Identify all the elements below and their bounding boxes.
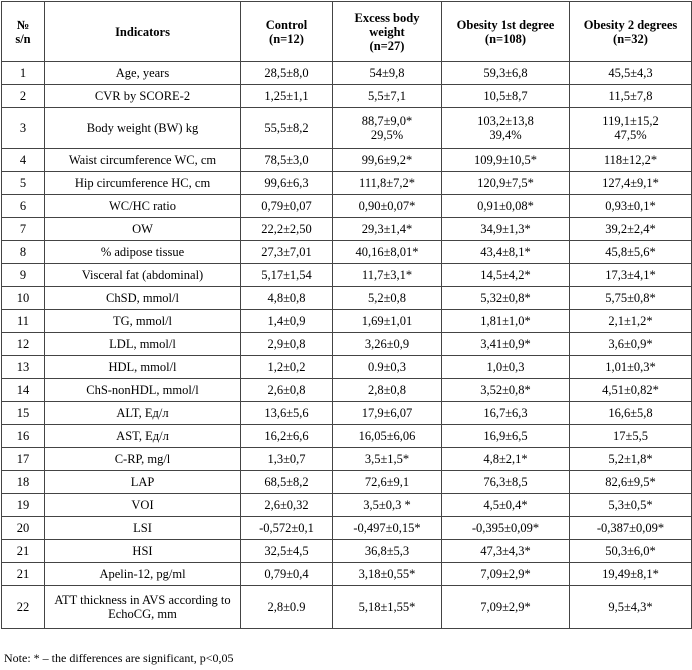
obesity-2-cell: 5,2±1,8*	[570, 448, 692, 471]
table-row	[2, 149, 692, 172]
obesity-1-cell: 1,0±0,3	[442, 356, 570, 379]
table-row	[2, 379, 692, 402]
obesity-1-cell: 4,5±0,4*	[442, 494, 570, 517]
obesity-1-cell: 10,5±8,7	[442, 85, 570, 108]
row-number-cell: 6	[2, 195, 45, 218]
table-row	[2, 540, 692, 563]
excess-weight-cell: 54±9,8	[333, 62, 442, 85]
obesity-2-cell: 45,8±5,6*	[570, 241, 692, 264]
obesity-1-cell: 109,9±10,5*	[442, 149, 570, 172]
obesity-1-cell: 14,5±4,2*	[442, 264, 570, 287]
excess-weight-cell: 88,7±9,0* 29,5%	[333, 108, 442, 149]
table-row	[2, 586, 692, 629]
excess-weight-cell: 0.9±0,3	[333, 356, 442, 379]
obesity-2-cell: 118±12,2*	[570, 149, 692, 172]
row-number-cell: 10	[2, 287, 45, 310]
obesity-1-cell: -0,395±0,09*	[442, 517, 570, 540]
indicator-cell: Hip circumference HC, cm	[45, 172, 241, 195]
row-number-cell: 20	[2, 517, 45, 540]
row-number-cell: 12	[2, 333, 45, 356]
table-row	[2, 333, 692, 356]
obesity-2-cell: 50,3±6,0*	[570, 540, 692, 563]
table-row	[2, 195, 692, 218]
control-cell: 27,3±7,01	[241, 241, 333, 264]
control-cell: 2,6±0,8	[241, 379, 333, 402]
indicator-cell: TG, mmol/l	[45, 310, 241, 333]
control-cell: 2,8±0.9	[241, 586, 333, 629]
obesity-2-cell: 5,75±0,8*	[570, 287, 692, 310]
excess-weight-cell: 11,7±3,1*	[333, 264, 442, 287]
control-cell: 99,6±6,3	[241, 172, 333, 195]
excess-weight-cell: 5,2±0,8	[333, 287, 442, 310]
row-number-cell: 11	[2, 310, 45, 333]
excess-weight-cell: 2,8±0,8	[333, 379, 442, 402]
obesity-1-cell: 4,8±2,1*	[442, 448, 570, 471]
row-number-cell: 7	[2, 218, 45, 241]
control-cell: 5,17±1,54	[241, 264, 333, 287]
indicator-cell: CVR by SCORE-2	[45, 85, 241, 108]
excess-weight-cell: 1,69±1,01	[333, 310, 442, 333]
row-number-cell: 15	[2, 402, 45, 425]
indicator-cell: HSI	[45, 540, 241, 563]
excess-weight-cell: 3,26±0,9	[333, 333, 442, 356]
indicator-cell: ATT thickness in AVS according to EchoCG, mm	[45, 586, 241, 629]
obesity-1-cell: 1,81±1,0*	[442, 310, 570, 333]
obesity-1-cell: 3,52±0,8*	[442, 379, 570, 402]
obesity-1-cell: 7,09±2,9*	[442, 586, 570, 629]
excess-weight-cell: 17,9±6,07	[333, 402, 442, 425]
obesity-2-cell: 119,1±15,2 47,5%	[570, 108, 692, 149]
row-number-cell: 22	[2, 586, 45, 629]
table-container	[1, 1, 692, 629]
indicator-cell: AST, Ед/л	[45, 425, 241, 448]
control-cell: 1,25±1,1	[241, 85, 333, 108]
excess-weight-cell: 72,6±9,1	[333, 471, 442, 494]
table-body	[2, 62, 692, 629]
table-row	[2, 85, 692, 108]
row-number-cell: 14	[2, 379, 45, 402]
control-cell: 55,5±8,2	[241, 108, 333, 149]
row-number-cell: 4	[2, 149, 45, 172]
table-row	[2, 402, 692, 425]
obesity-1-cell: 16,9±6,5	[442, 425, 570, 448]
row-number-cell: 19	[2, 494, 45, 517]
obesity-2-cell: -0,387±0,09*	[570, 517, 692, 540]
excess-weight-cell: 29,3±1,4*	[333, 218, 442, 241]
obesity-2-cell: 45,5±4,3	[570, 62, 692, 85]
excess-weight-cell: 99,6±9,2*	[333, 149, 442, 172]
table-row	[2, 471, 692, 494]
row-number-cell: 3	[2, 108, 45, 149]
header-row	[2, 2, 692, 62]
excess-weight-cell: 5,5±7,1	[333, 85, 442, 108]
row-number-cell: 17	[2, 448, 45, 471]
control-cell: 1,4±0,9	[241, 310, 333, 333]
row-number-cell: 13	[2, 356, 45, 379]
row-number-cell: 21	[2, 540, 45, 563]
excess-weight-cell: 40,16±8,01*	[333, 241, 442, 264]
indicator-cell: LDL, mmol/l	[45, 333, 241, 356]
control-cell: 0,79±0,07	[241, 195, 333, 218]
obesity-2-cell: 16,6±5,8	[570, 402, 692, 425]
indicator-cell: HDL, mmol/l	[45, 356, 241, 379]
table-row	[2, 356, 692, 379]
control-cell: 0,79±0,4	[241, 563, 333, 586]
table-row	[2, 264, 692, 287]
row-number-cell: 9	[2, 264, 45, 287]
table-row	[2, 448, 692, 471]
indicator-cell: VOI	[45, 494, 241, 517]
obesity-1-cell: 7,09±2,9*	[442, 563, 570, 586]
indicator-cell: LSI	[45, 517, 241, 540]
control-cell: 1,3±0,7	[241, 448, 333, 471]
table-row	[2, 108, 692, 149]
obesity-1-cell: 76,3±8,5	[442, 471, 570, 494]
control-cell: 16,2±6,6	[241, 425, 333, 448]
row-number-cell: 21	[2, 563, 45, 586]
indicator-cell: ChS-nonHDL, mmol/l	[45, 379, 241, 402]
indicator-cell: Apelin-12, pg/ml	[45, 563, 241, 586]
table-row	[2, 310, 692, 333]
obesity-1-cell: 43,4±8,1*	[442, 241, 570, 264]
table-row	[2, 241, 692, 264]
indicator-cell: Age, years	[45, 62, 241, 85]
excess-weight-cell: 36,8±5,3	[333, 540, 442, 563]
control-cell: 1,2±0,2	[241, 356, 333, 379]
row-number-cell: 16	[2, 425, 45, 448]
indicator-cell: Visceral fat (abdominal)	[45, 264, 241, 287]
control-cell: 68,5±8,2	[241, 471, 333, 494]
obesity-2-cell: 0,93±0,1*	[570, 195, 692, 218]
obesity-1-cell: 3,41±0,9*	[442, 333, 570, 356]
excess-weight-cell: 3,18±0,55*	[333, 563, 442, 586]
indicator-cell: Body weight (BW) kg	[45, 108, 241, 149]
col-header-obesity-2: Obesity 2 degrees (n=32)	[570, 2, 692, 62]
obesity-1-cell: 120,9±7,5*	[442, 172, 570, 195]
table-row	[2, 494, 692, 517]
obesity-2-cell: 3,6±0,9*	[570, 333, 692, 356]
obesity-2-cell: 82,6±9,5*	[570, 471, 692, 494]
control-cell: 28,5±8,0	[241, 62, 333, 85]
table-row	[2, 517, 692, 540]
control-cell: 13,6±5,6	[241, 402, 333, 425]
col-header-obesity-1: Obesity 1st degree (n=108)	[442, 2, 570, 62]
indicator-cell: ALT, Ед/л	[45, 402, 241, 425]
obesity-2-cell: 9,5±4,3*	[570, 586, 692, 629]
obesity-1-cell: 16,7±6,3	[442, 402, 570, 425]
obesity-1-cell: 34,9±1,3*	[442, 218, 570, 241]
row-number-cell: 8	[2, 241, 45, 264]
row-number-cell: 1	[2, 62, 45, 85]
obesity-1-cell: 0,91±0,08*	[442, 195, 570, 218]
obesity-2-cell: 5,3±0,5*	[570, 494, 692, 517]
table-row	[2, 218, 692, 241]
control-cell: 22,2±2,50	[241, 218, 333, 241]
obesity-1-cell: 59,3±6,8	[442, 62, 570, 85]
obesity-1-cell: 47,3±4,3*	[442, 540, 570, 563]
excess-weight-cell: 3,5±0,3 *	[333, 494, 442, 517]
indicator-cell: OW	[45, 218, 241, 241]
col-header-num: № s/n	[2, 2, 45, 62]
table-row	[2, 62, 692, 85]
obesity-2-cell: 19,49±8,1*	[570, 563, 692, 586]
indicator-cell: % adipose tissue	[45, 241, 241, 264]
col-header-control: Control (n=12)	[241, 2, 333, 62]
table-row	[2, 563, 692, 586]
excess-weight-cell: 111,8±7,2*	[333, 172, 442, 195]
excess-weight-cell: 0,90±0,07*	[333, 195, 442, 218]
indicator-cell: ChSD, mmol/l	[45, 287, 241, 310]
row-number-cell: 5	[2, 172, 45, 195]
indicator-cell: Waist circumference WC, cm	[45, 149, 241, 172]
obesity-2-cell: 17,3±4,1*	[570, 264, 692, 287]
obesity-2-cell: 11,5±7,8	[570, 85, 692, 108]
row-number-cell: 2	[2, 85, 45, 108]
obesity-1-cell: 5,32±0,8*	[442, 287, 570, 310]
col-header-excess: Excess body weight (n=27)	[333, 2, 442, 62]
control-cell: 78,5±3,0	[241, 149, 333, 172]
indicators-table	[1, 1, 692, 629]
obesity-2-cell: 4,51±0,82*	[570, 379, 692, 402]
indicator-cell: C-RP, mg/l	[45, 448, 241, 471]
obesity-1-cell: 103,2±13,8 39,4%	[442, 108, 570, 149]
row-number-cell: 18	[2, 471, 45, 494]
control-cell: 32,5±4,5	[241, 540, 333, 563]
table-note: Note: * – the differences are significant, p<0,05	[4, 651, 234, 665]
excess-weight-cell: 5,18±1,55*	[333, 586, 442, 629]
control-cell: 4,8±0,8	[241, 287, 333, 310]
excess-weight-cell: 16,05±6,06	[333, 425, 442, 448]
table-row	[2, 287, 692, 310]
excess-weight-cell: -0,497±0,15*	[333, 517, 442, 540]
obesity-2-cell: 1,01±0,3*	[570, 356, 692, 379]
control-cell: -0,572±0,1	[241, 517, 333, 540]
col-header-indicators: Indicators	[45, 2, 241, 62]
table-row	[2, 172, 692, 195]
table-row	[2, 425, 692, 448]
control-cell: 2,6±0,32	[241, 494, 333, 517]
obesity-2-cell: 127,4±9,1*	[570, 172, 692, 195]
obesity-2-cell: 2,1±1,2*	[570, 310, 692, 333]
excess-weight-cell: 3,5±1,5*	[333, 448, 442, 471]
obesity-2-cell: 17±5,5	[570, 425, 692, 448]
control-cell: 2,9±0,8	[241, 333, 333, 356]
obesity-2-cell: 39,2±2,4*	[570, 218, 692, 241]
indicator-cell: LAP	[45, 471, 241, 494]
indicator-cell: WC/HC ratio	[45, 195, 241, 218]
